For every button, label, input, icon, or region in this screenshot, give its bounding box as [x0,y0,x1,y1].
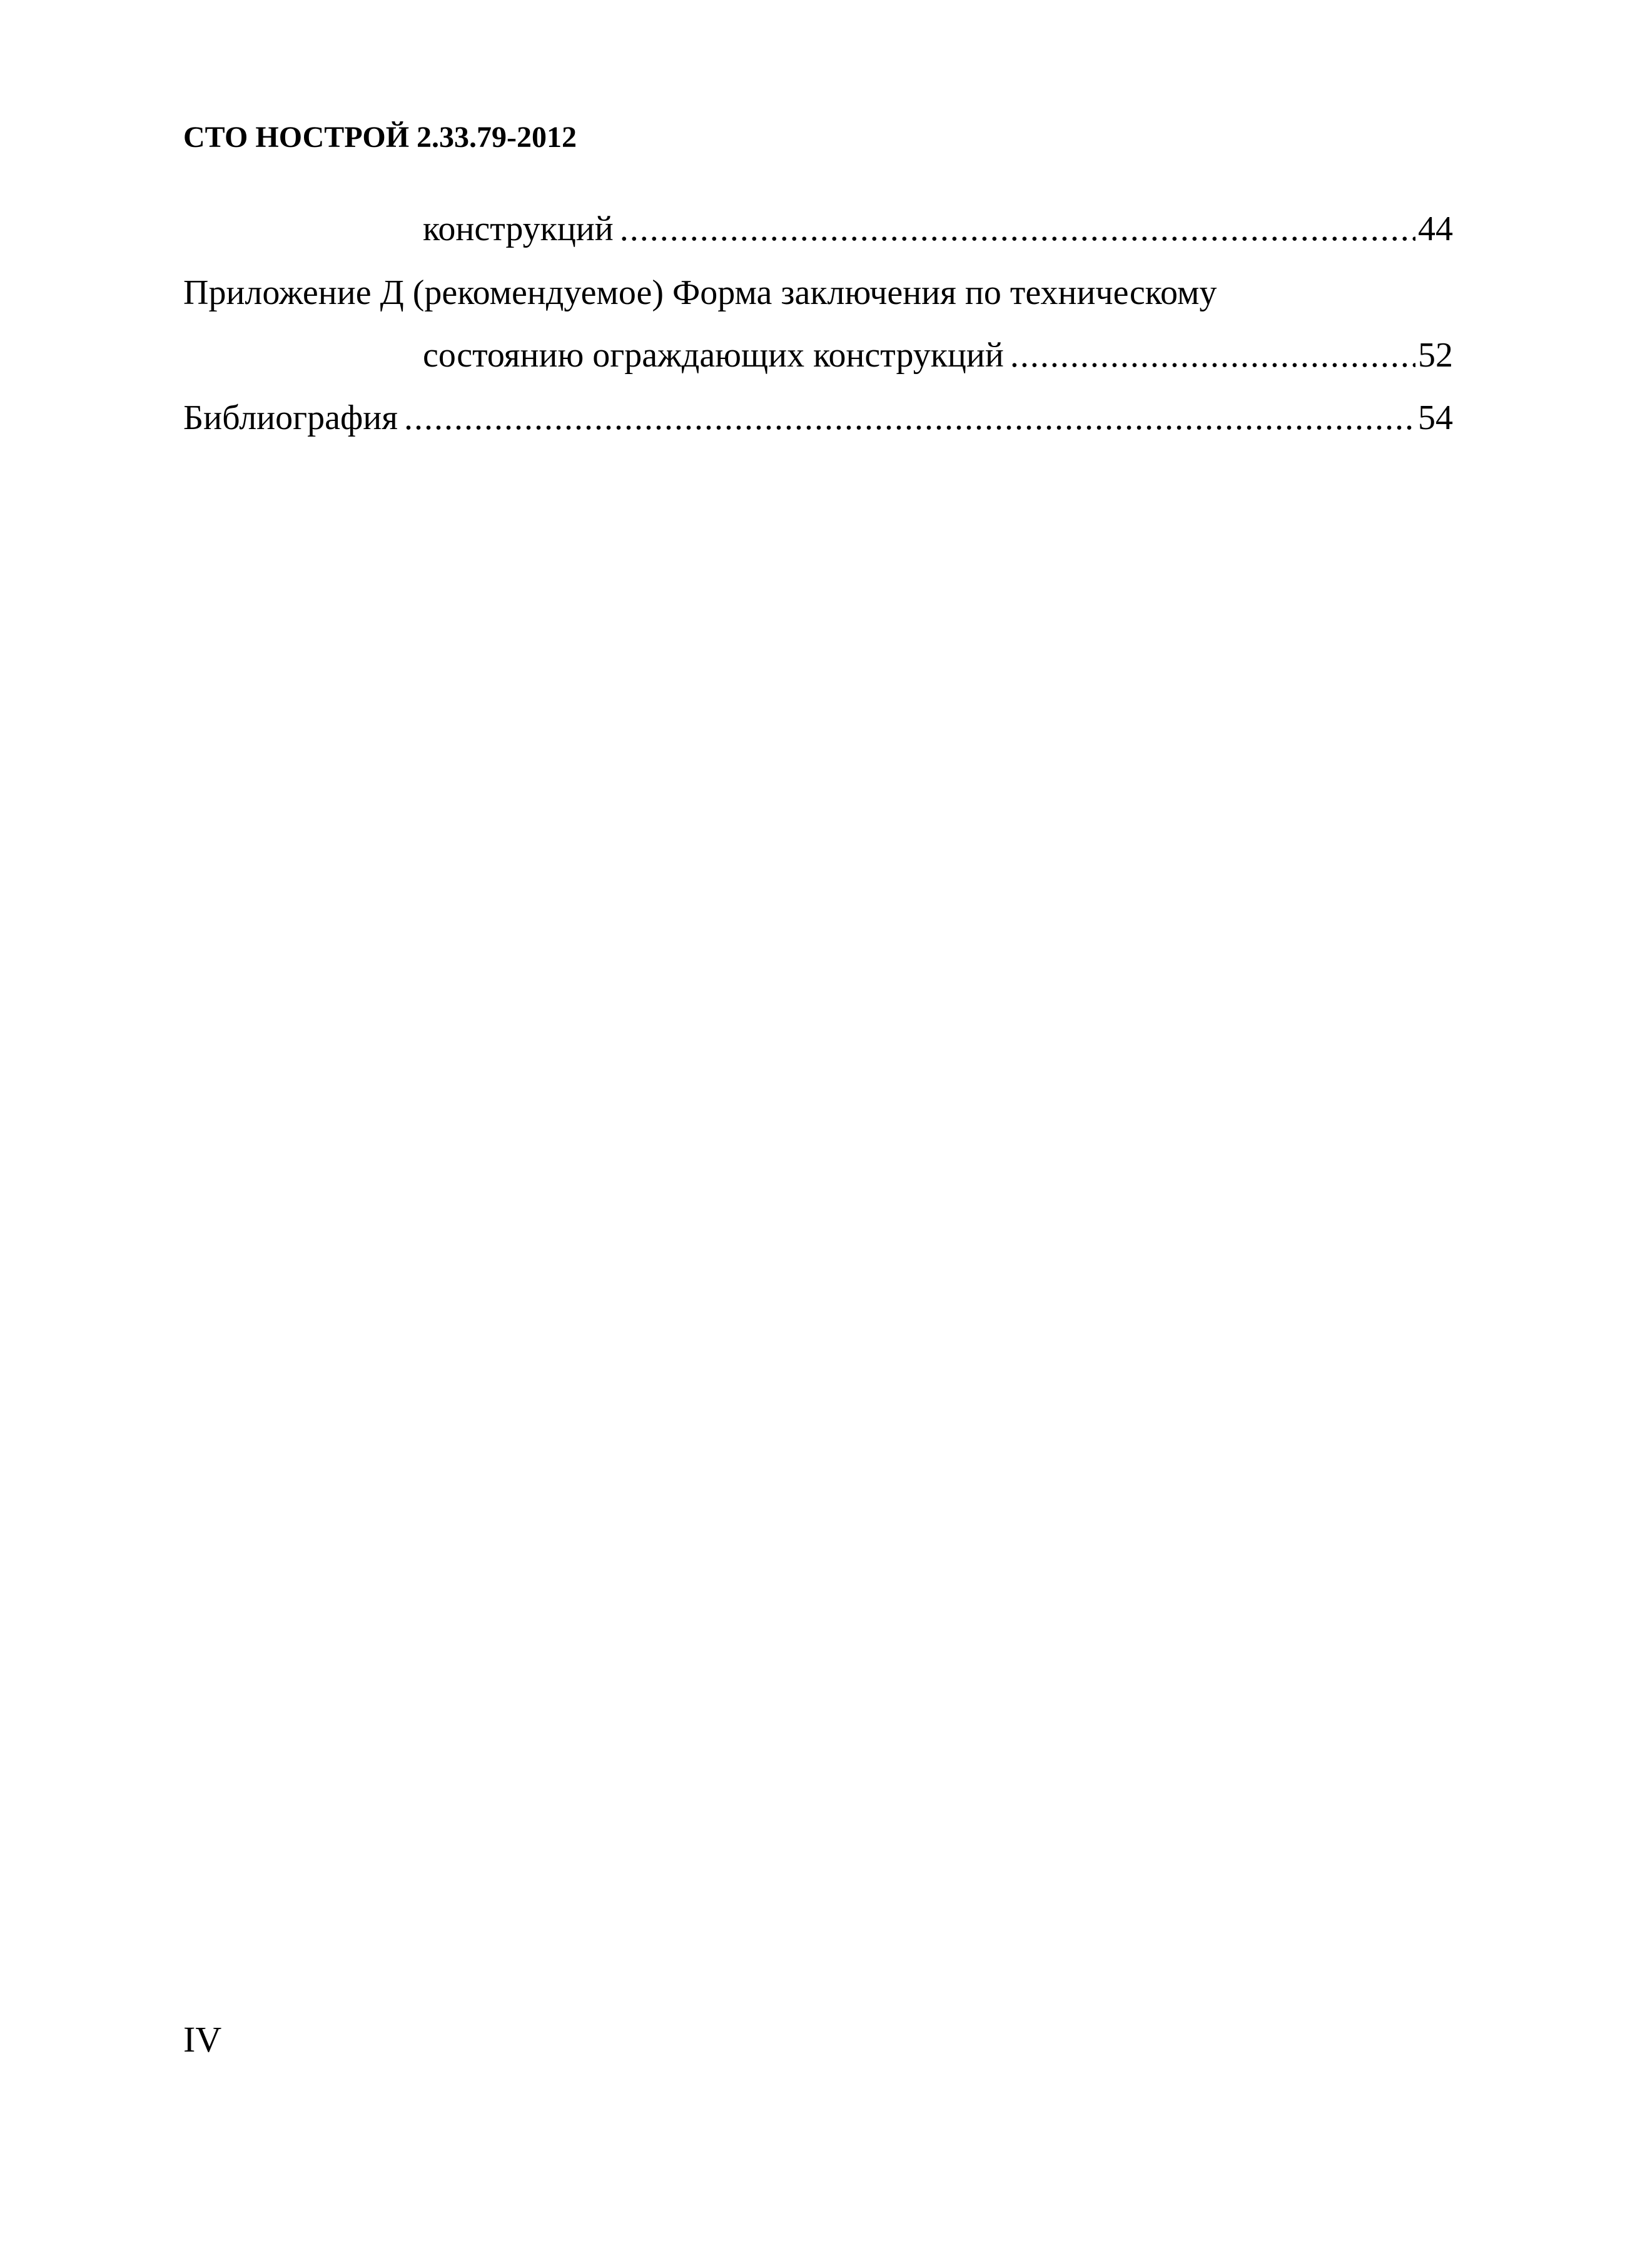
table-of-contents [183,0,1453,500]
document-header: СТО НОСТРОЙ 2.33.79-2012 [183,121,577,154]
toc-entry [183,211,1453,246]
toc-dot-leader [620,211,1415,246]
toc-entry-text: Приложение Д (рекомендуемое) Форма заключения по техническому [183,273,1217,312]
toc-entry-page: 54 [1418,398,1453,437]
toc-entry [183,400,1453,435]
toc-entry [183,275,1453,310]
toc-entry-text: конструкций [423,210,614,248]
toc-entry [183,338,1453,373]
toc-dot-leader [404,400,1415,435]
toc-entry-page: 52 [1418,336,1453,375]
page-number: IV [183,2019,222,2060]
toc-entry-text: состоянию ограждающих конструкций [423,336,1004,375]
toc-dot-leader [1010,338,1415,373]
toc-entry-page: 44 [1418,210,1453,248]
toc-entry-text: Библиография [183,398,398,437]
